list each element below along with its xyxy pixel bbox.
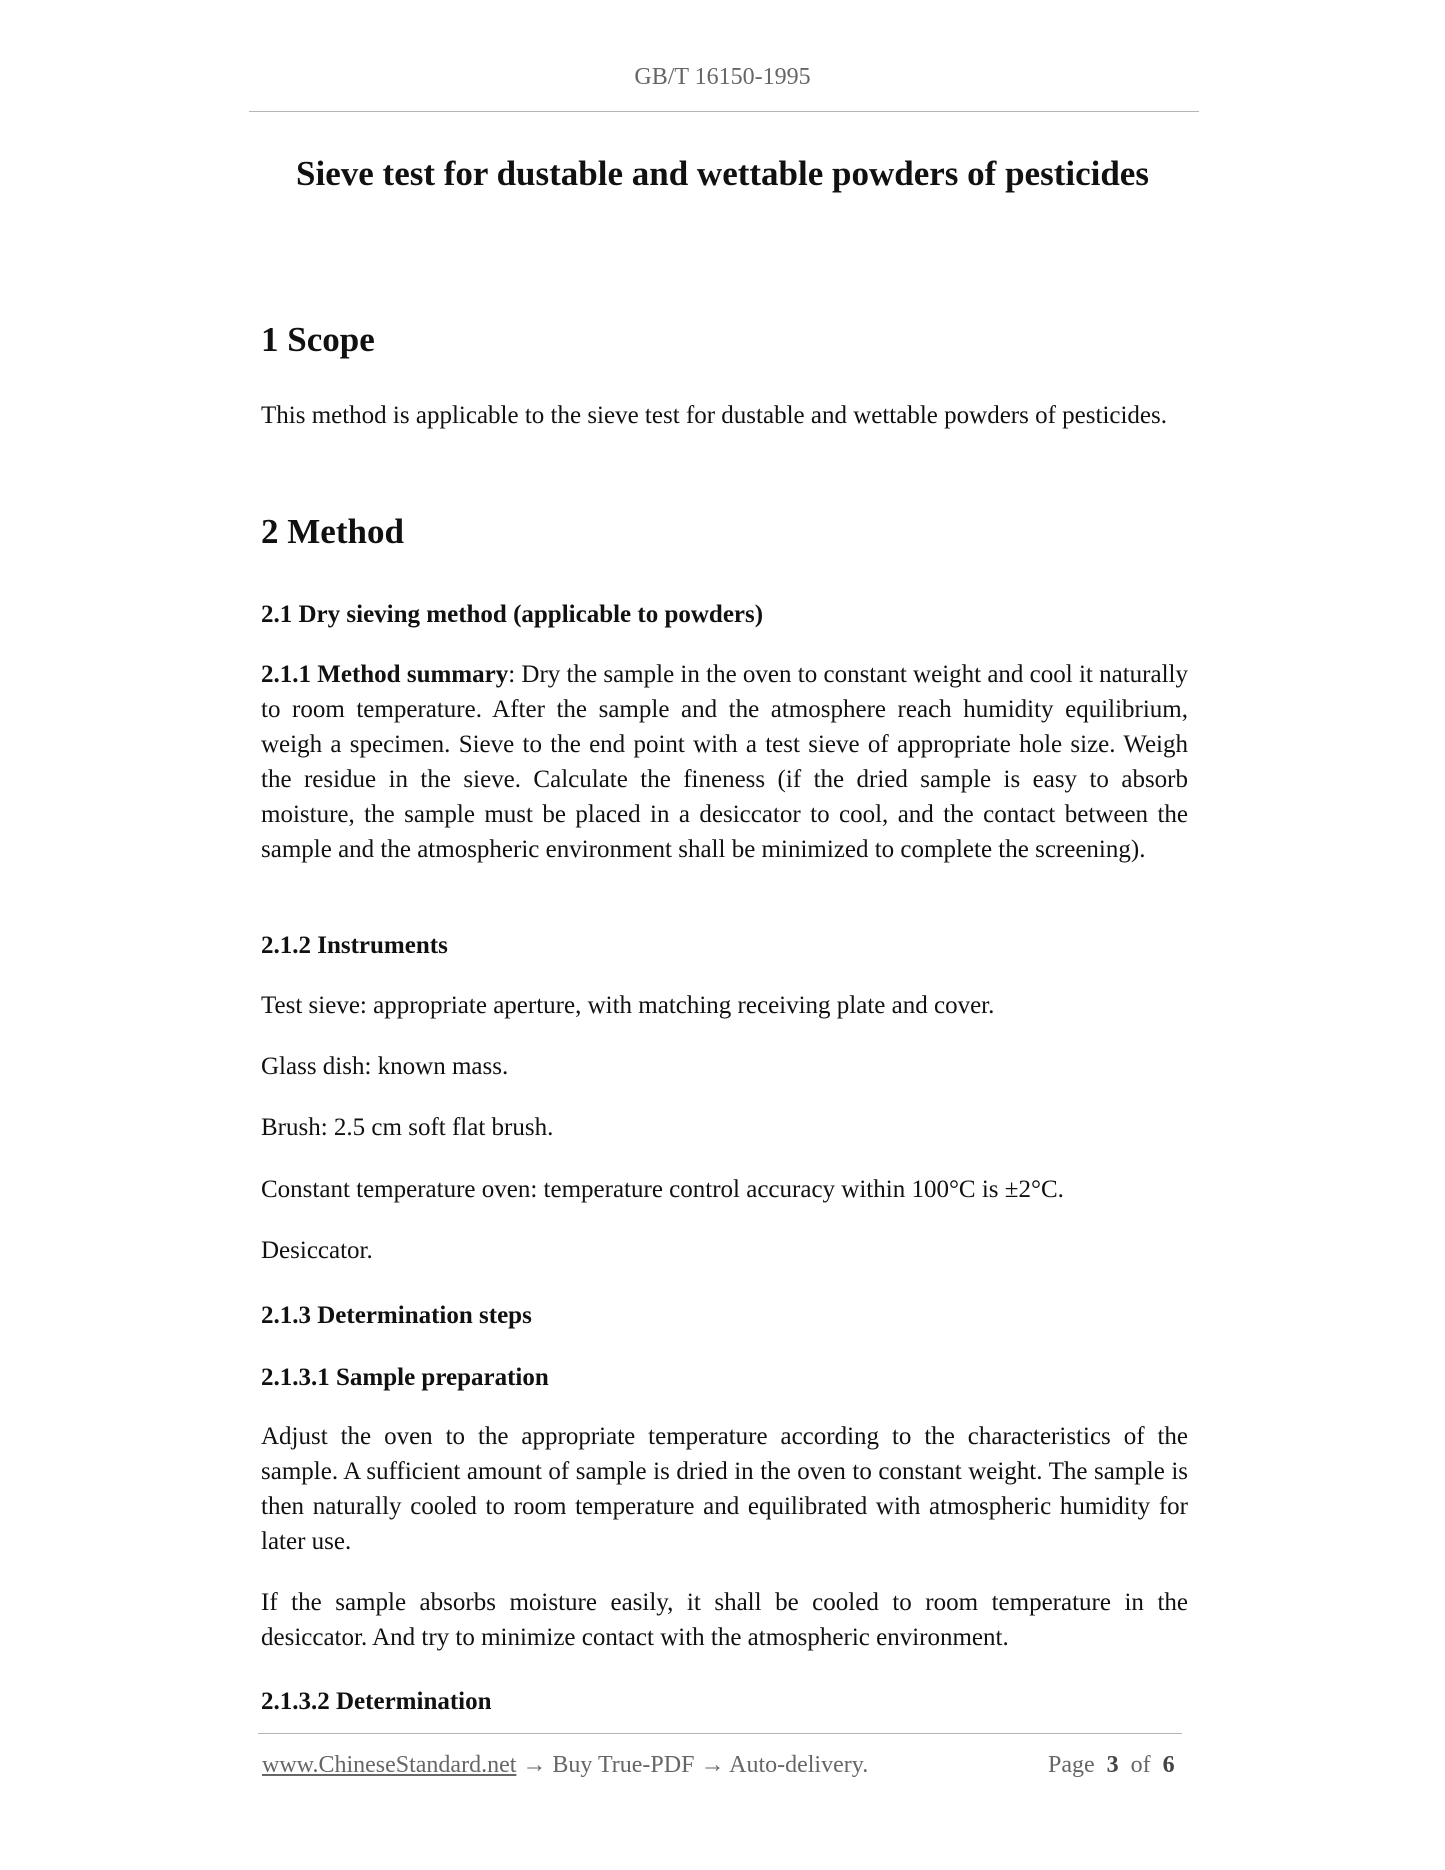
subsection-2-1-3-1-heading: 2.1.3.1 Sample preparation (261, 1364, 549, 1391)
method-summary-paragraph (261, 657, 1188, 867)
header-divider (249, 111, 1199, 112)
current-page-number: 3 (1106, 1752, 1119, 1778)
footer-promo-text: → Buy True-PDF → Auto-delivery. (516, 1752, 869, 1778)
section-scope-heading: 1 Scope (261, 320, 375, 359)
instrument-item: Test sieve: appropriate aperture, with matching receiving plate and cover. (261, 992, 995, 1019)
document-code-header: GB/T 16150-1995 (634, 64, 811, 90)
instrument-item: Glass dish: known mass. (261, 1053, 509, 1080)
scope-paragraph: This method is applicable to the sieve test for dustable and wettable powders of pesticides. (261, 402, 1168, 429)
instrument-item: Brush: 2.5 cm soft flat brush. (261, 1114, 554, 1141)
total-pages-number: 6 (1162, 1752, 1175, 1778)
instrument-item: Constant temperature oven: temperature control accuracy within 100°C is ±2°C. (261, 1176, 1064, 1203)
footer-divider (258, 1733, 1182, 1734)
section-method-heading: 2 Method (261, 512, 404, 551)
sample-prep-paragraph-1: Adjust the oven to the appropriate temperature according to the characteristics of the sample. A sufficient amount of sample is dried in the oven to constant weight. The sample is then naturally cooled to room temperature and equilibrated with atmospheric humidity for later use. (261, 1423, 1188, 1555)
page-indicator: Page 3 of 6 (1048, 1752, 1175, 1778)
method-summary-label: 2.1.1 Method summary (261, 661, 509, 688)
method-summary-text: : Dry the sample in the oven to constant weight and cool it naturally to room temperature. After the sample and the atmosphere reach humidity equilibrium, weigh a specimen. Sieve to the end point with a test sieve of appropriate hole size. Weigh the residue in the sieve. Calculate the fineness (if the dried sample is easy to absorb moisture, the sample must be placed in a desiccator to cool, and the contact between the sample and the atmospheric environment shall be minimized to complete the screening). (261, 661, 1188, 863)
subsection-2-1-3-2-heading: 2.1.3.2 Determination (261, 1688, 492, 1715)
footer-promo (262, 1752, 868, 1779)
document-title: Sieve test for dustable and wettable powders of pesticides (296, 154, 1149, 193)
subsection-2-1-2-heading: 2.1.2 Instruments (261, 932, 448, 959)
chinesestandard-link[interactable]: www.ChineseStandard.net (262, 1752, 517, 1778)
subsection-2-1-heading: 2.1 Dry sieving method (applicable to powders) (261, 601, 764, 628)
instrument-item: Desiccator. (261, 1237, 373, 1264)
sample-prep-paragraph-2: If the sample absorbs moisture easily, it shall be cooled to room temperature in the desiccator. And try to minimize contact with the atmospheric environment. (261, 1589, 1188, 1651)
subsection-2-1-3-heading: 2.1.3 Determination steps (261, 1302, 532, 1329)
